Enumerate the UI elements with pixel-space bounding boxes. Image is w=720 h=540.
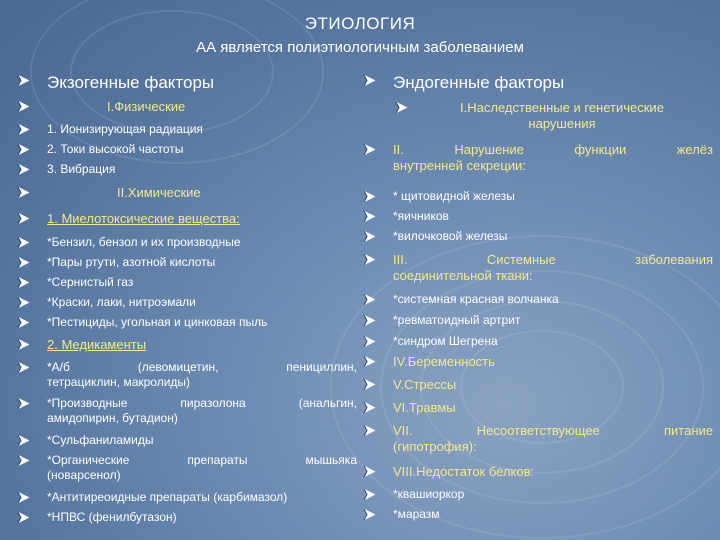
trauma-item: VI.Травмы [363,400,713,416]
nutrition-block: VII. Несоответствующее питание (гипотрофия): [363,423,713,455]
arrow-bullet-icon [17,256,33,270]
arrow-bullet-icon [17,212,33,226]
arrow-bullet-icon [17,491,33,505]
arrow-bullet-icon [395,101,411,115]
myelotoxic-item: *Краски, лаки, нитроэмали [17,295,357,310]
myelotoxic-item: *Бензил, бензол и их производные [17,235,357,250]
drugs-header: 2. Медикаменты [17,337,357,353]
arrow-bullet-icon [363,210,379,224]
slide-subtitle: АА является полиэтиологичным заболеванием [196,39,524,56]
endocrine-item: *вилочковой железы [363,229,713,244]
drug-item: *Производные пиразолона (анальгин, амидопирин, бутадион) [17,396,357,426]
arrow-bullet-icon [363,488,379,502]
arrow-bullet-icon [17,143,33,157]
stress-item: V.Стрессы [363,377,713,393]
arrow-bullet-icon [363,190,379,204]
myelotoxic-item: *Пары ртути, азотной кислоты [17,255,357,270]
systemic-item: *системная красная волчанка [363,292,713,307]
arrow-bullet-icon [17,454,33,468]
arrow-bullet-icon [363,314,379,328]
endocrine-item: *яичников [363,209,713,224]
drug-item: *А/б (левомицетин, пенициллин, тетрациклин, макролиды) [17,360,357,390]
myelotoxic-item: *Сернистый газ [17,275,357,290]
arrow-bullet-icon [363,143,379,157]
arrow-bullet-icon [363,355,379,369]
arrow-bullet-icon [363,401,379,415]
drug-item: *Антитиреоидные препараты (карбимазол) [17,490,367,505]
arrow-bullet-icon [363,293,379,307]
drug-item: *Сульфаниламиды [17,433,357,448]
endocrine-item: * щитовидной железы [363,189,713,204]
arrow-bullet-icon [17,186,33,200]
arrow-bullet-icon [17,276,33,290]
arrow-bullet-icon [17,100,33,114]
arrow-bullet-icon [363,230,379,244]
hereditary-block: I.Наследственные и генетические нарушения [395,100,707,132]
arrow-bullet-icon [363,465,379,479]
exogenous-heading: Экзогенные факторы [17,73,357,93]
protein-deficiency-item: VIII.Недостаток белков: [363,464,713,480]
arrow-bullet-icon [17,338,33,352]
endocrine-block: II. Нарушение функции желёз внутренней секреции: [363,142,713,174]
chemical-header: II.Химические [17,185,357,201]
physical-item: 2. Токи высокой частоты [17,142,357,157]
systemic-item: *ревматоидный артрит [363,313,713,328]
arrow-bullet-icon [363,424,379,438]
arrow-bullet-icon [17,361,33,375]
systemic-block: III. Системные заболевания соединительной ткани: [363,252,713,284]
arrow-bullet-icon [17,434,33,448]
arrow-bullet-icon [363,378,379,392]
deficiency-item: *квашиоркор [363,487,713,502]
myelotoxic-header: 1. Миелотоксические вещества: [17,211,357,227]
myelotoxic-item: *Пестициды, угольная и цинковая пыль [17,315,357,330]
physical-item: 1. Ионизирующая радиация [17,122,357,137]
deficiency-item: *маразм [363,507,713,522]
arrow-bullet-icon [363,335,379,349]
arrow-bullet-icon [363,74,379,88]
arrow-bullet-icon [17,397,33,411]
pregnancy-item: IV.Беременность [363,354,713,370]
systemic-item: *синдром Шегрена [363,334,713,349]
arrow-bullet-icon [17,296,33,310]
arrow-bullet-icon [17,123,33,137]
arrow-bullet-icon [17,316,33,330]
drug-item: *НПВС (фенилбутазон) [17,510,357,525]
arrow-bullet-icon [363,253,379,267]
drug-item: *Органические препараты мышьяка (новарсенол) [17,453,357,483]
physical-item: 3. Вибрация [17,162,357,177]
arrow-bullet-icon [17,74,33,88]
endogenous-heading: Эндогенные факторы [363,73,713,93]
physical-header: I.Физические [17,99,357,115]
arrow-bullet-icon [17,236,33,250]
arrow-bullet-icon [17,511,33,525]
slide-title: ЭТИОЛОГИЯ [304,14,416,33]
arrow-bullet-icon [17,163,33,177]
arrow-bullet-icon [363,508,379,522]
